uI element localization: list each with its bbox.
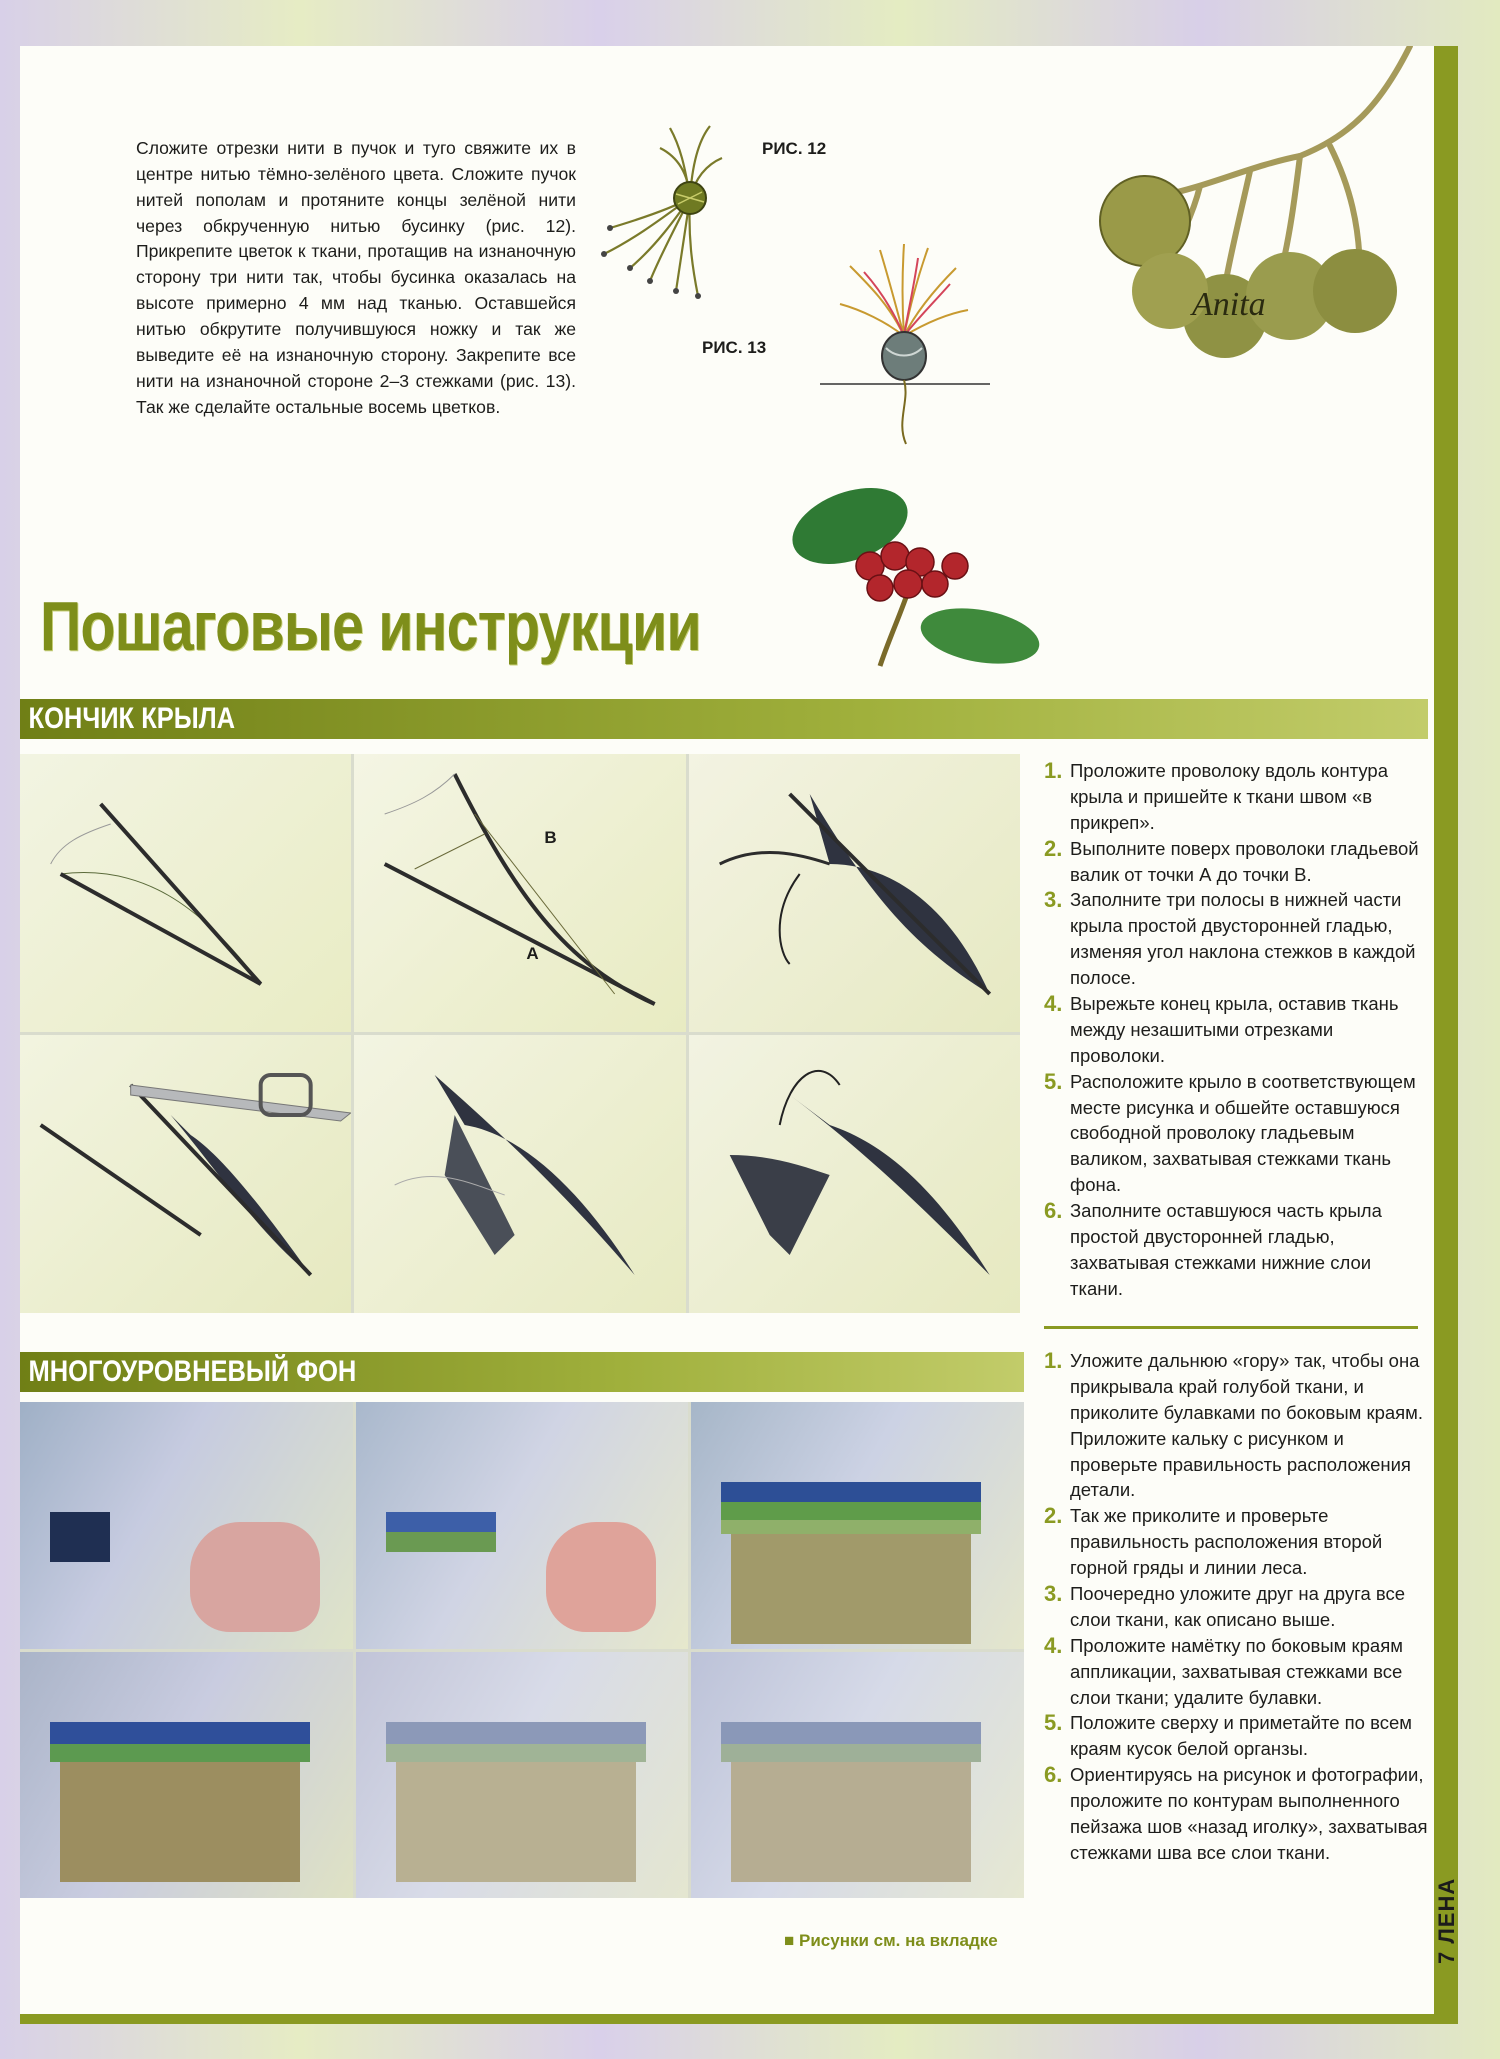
fig12-bead-bundle-illustration xyxy=(580,86,780,346)
point-a-label: А xyxy=(526,944,539,963)
wing-photo-1 xyxy=(20,754,351,1032)
intro-paragraph: Сложите отрезки нити в пучок и туго свяжите их в центре нитью тёмно-зелёного цвета. Сложите пучок нитей пополам и протяните концы зелёной нити через обкрученную нитью бусинку (рис. 12). Прикрепите цветок к ткани, протащив на изнаночную сторону три нити так, чтобы бусинка оказалась на высоте примерно 4 мм над тканью. Оставшейся нитью обкрутите получившуюся ножку и так же выведите её на изнаночную сторону. Закрепите все нити на изнаночной стороне 2–3 стежками (рис. 13). Так же сделайте остальные восемь цветков. xyxy=(136,138,576,417)
wing-photo-3 xyxy=(689,754,1020,1032)
fig12-label: РИС. 12 xyxy=(762,139,827,158)
wing-photo-4 xyxy=(20,1035,351,1313)
wing-satin-stitch-drawing xyxy=(689,754,1020,1032)
background-photo-3 xyxy=(691,1402,1024,1649)
step-item: 2. Выполните поверх проволоки гладьевой валик от точки А до точки В. xyxy=(1044,835,1419,885)
background-photo-5 xyxy=(356,1652,689,1899)
step-item: 5. Расположите крыло в соответствующем месте рисунка и обшейте оставшуюся свободной проволоку гладьевым валиком, захватывая стежками ткань фона. xyxy=(1044,1068,1416,1196)
see-insert-note: ■ Рисунки см. на вкладке xyxy=(784,1931,998,1950)
magazine-brand: 7 ЛЕНА xyxy=(1434,1877,1459,1965)
background-photo-6 xyxy=(691,1652,1024,1899)
section-divider xyxy=(1044,1326,1418,1329)
rowan-sprig-photo xyxy=(780,466,1040,706)
page-bottom-stripe xyxy=(20,2014,1458,2024)
section2-steps xyxy=(1044,1348,1428,1866)
section1-photo-grid xyxy=(20,754,1020,1313)
step-item: 6. Заполните оставшуюся часть крыла простой двусторонней гладью, захватывая стежками нижние слои ткани. xyxy=(1044,1198,1382,1299)
fig13-label: РИС. 13 xyxy=(702,338,767,357)
magazine-page xyxy=(20,46,1448,2014)
section1-steps xyxy=(1044,758,1428,1302)
page-edge-stripe xyxy=(1434,46,1458,2014)
fig13-flower-illustration xyxy=(800,226,1000,466)
step-item: 3. Заполните три полосы в нижней части крыла простой двусторонней гладью, изменяя угол наклона стежков в каждой полосе. xyxy=(1044,887,1416,989)
wing-photo-6 xyxy=(689,1035,1020,1313)
section2-photo-grid xyxy=(20,1402,1024,1898)
step-item: 3. Поочередно уложите друг на друга все слои ткани, как описано выше. xyxy=(1044,1581,1406,1630)
step-item: 4. Проложите намётку по боковым краям аппликации, захватывая стежками все слои ткани; удалите булавки. xyxy=(1044,1632,1403,1708)
background-photo-2 xyxy=(356,1402,689,1649)
wing-wire-drawing xyxy=(354,754,685,1032)
step-item: 5. Положите сверху и приметайте по всем краям кусок белой органзы. xyxy=(1044,1710,1412,1760)
step-item: 6. Ориентируясь на рисунок и фотографии, проложите по контурам выполненного пейзажа шов «назад иголку», захватывая стежками шва все слои ткани. xyxy=(1044,1762,1428,1863)
background-photo-4 xyxy=(20,1652,353,1899)
scissors-cutting-drawing xyxy=(20,1035,351,1313)
section2-title: МНОГОУРОВНЕВЫЙ ФОН xyxy=(28,1355,357,1388)
section2-header xyxy=(20,1352,1024,1392)
artist-signature: Anita xyxy=(1192,286,1266,323)
section1-header xyxy=(20,699,1428,739)
berry-branch-photo xyxy=(1050,46,1448,406)
wing-outline-drawing xyxy=(20,754,351,1032)
step-item: 2. Так же приколите и проверьте правильность расположения второй горной гряды и линии леса. xyxy=(1044,1503,1383,1579)
step-item: 4. Вырежьте конец крыла, оставив ткань между незашитыми отрезками проволоки. xyxy=(1044,991,1399,1066)
point-b-label: В xyxy=(544,828,557,847)
page-title: Пошаговые инструкции xyxy=(40,587,701,665)
wing-finished-drawing xyxy=(689,1035,1020,1313)
step-item: 1. Проложите проволоку вдоль контура крыла и пришейте к ткани швом «в прикреп». xyxy=(1044,758,1389,833)
section1-title: КОНЧИК КРЫЛА xyxy=(28,702,236,735)
background-photo-1 xyxy=(20,1402,353,1649)
wing-photo-5 xyxy=(354,1035,685,1313)
step-item: 1. Уложите дальнюю «гору» так, чтобы она прикрывала край голубой ткани, и приколите булавками по боковым краям. Приложите кальку с рисунком и проверьте правильность расположения детали. xyxy=(1044,1348,1424,1501)
wing-photo-2 xyxy=(354,754,685,1032)
wing-placement-drawing xyxy=(354,1035,685,1313)
